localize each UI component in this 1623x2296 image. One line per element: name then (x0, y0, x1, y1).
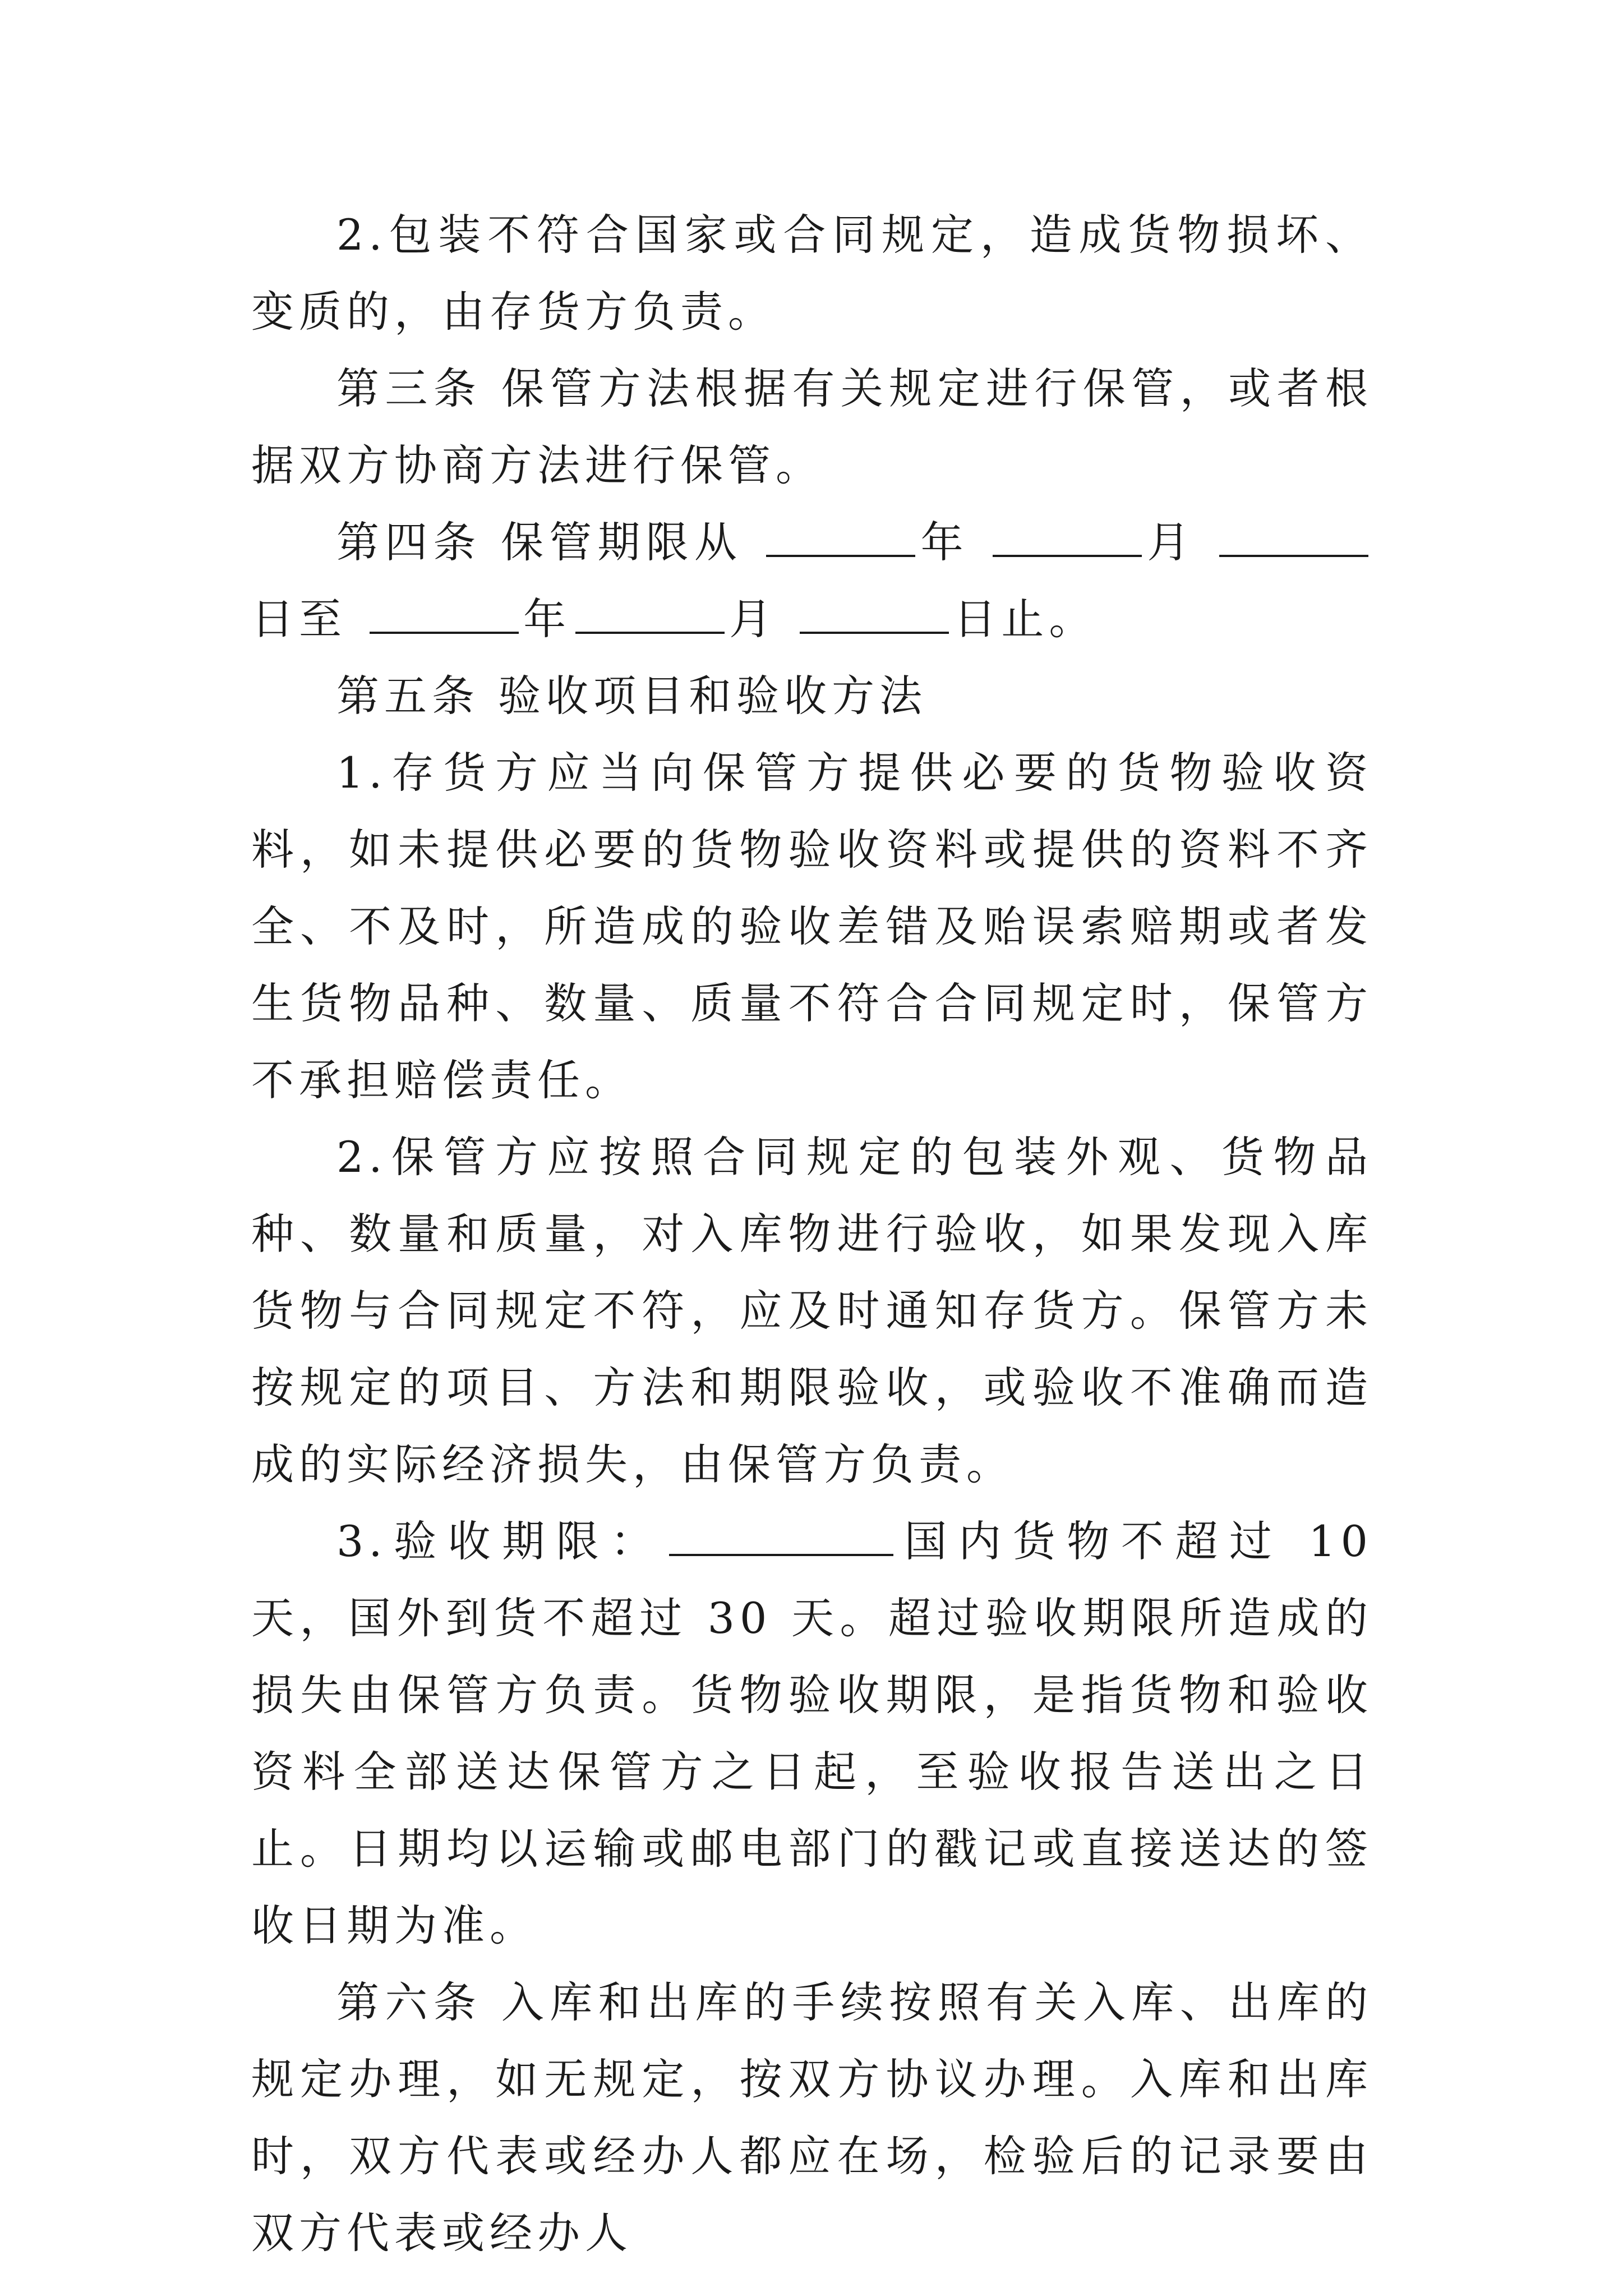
end-month-blank (575, 589, 725, 634)
start-day-blank (1219, 512, 1368, 557)
paragraph-packaging-clause: 2.包装不符合国家或合同规定，造成货物损坏、变质的，由存货方负责。 (251, 210, 1373, 337)
paragraph-article-5-item-3 (251, 1503, 1373, 1964)
start-year-blank (766, 512, 915, 557)
paragraph-article-6: 第六条 入库和出库的手续按照有关入库、出库的规定办理，如无规定，按双方协议办理。入库和出库时，双方代表或经办人都应在场，检验后的记录要由双方代表或经办人 (251, 1977, 1373, 2258)
year-label: 年 (920, 517, 989, 567)
paragraph-article-5-heading: 第五条 验收项目和验收方法 (336, 671, 928, 721)
day-to-label: 日至 (251, 594, 366, 644)
contract-body (251, 196, 1373, 2271)
end-year-label: 年 (523, 594, 571, 644)
article-4-lead: 第四条 保管期限从 (336, 517, 762, 567)
month-label: 月 (1146, 517, 1215, 567)
end-day-blank (800, 589, 949, 634)
paragraph-article-5-item-1: 1.存货方应当向保管方提供必要的货物验收资料，如未提供必要的货物验收资料或提供的资料不齐全、不及时，所造成的验收差错及贻误索赔期或者发生货物品种、数量、质量不符合合同规定时，保管方不承担赔偿责任。 (251, 748, 1373, 1105)
start-month-blank (993, 512, 1142, 557)
paragraph-article-3: 第三条 保管方法根据有关规定进行保管，或者根据双方协商方法进行保管。 (251, 364, 1373, 490)
inspection-period-blank (669, 1511, 893, 1556)
end-year-blank (370, 589, 519, 634)
paragraph-article-4 (251, 504, 1373, 657)
inspection-period-text: 国内货物不超过 10 天，国外到货不超过 30 天。超过验收期限所造成的损失由保管方负责。货物验收期限，是指货物和验收资料全部送达保管方之日起，至验收报告送出之日止。日期均以运输或邮电部门的戳记或直接送达的签收日期为准。 (251, 1516, 1373, 1950)
end-month-label: 月 (729, 594, 796, 644)
inspection-period-label: 3.验收期限： (336, 1516, 665, 1566)
paragraph-article-5-item-2: 2.保管方应按照合同规定的包装外观、货物品种、数量和质量，对入库物进行验收，如果发现入库货物与合同规定不符，应及时通知存货方。保管方未按规定的项目、方法和期限验收，或验收不准确而造成的实际经济损失，由保管方负责。 (251, 1132, 1373, 1489)
end-day-label: 日止。 (953, 594, 1097, 644)
